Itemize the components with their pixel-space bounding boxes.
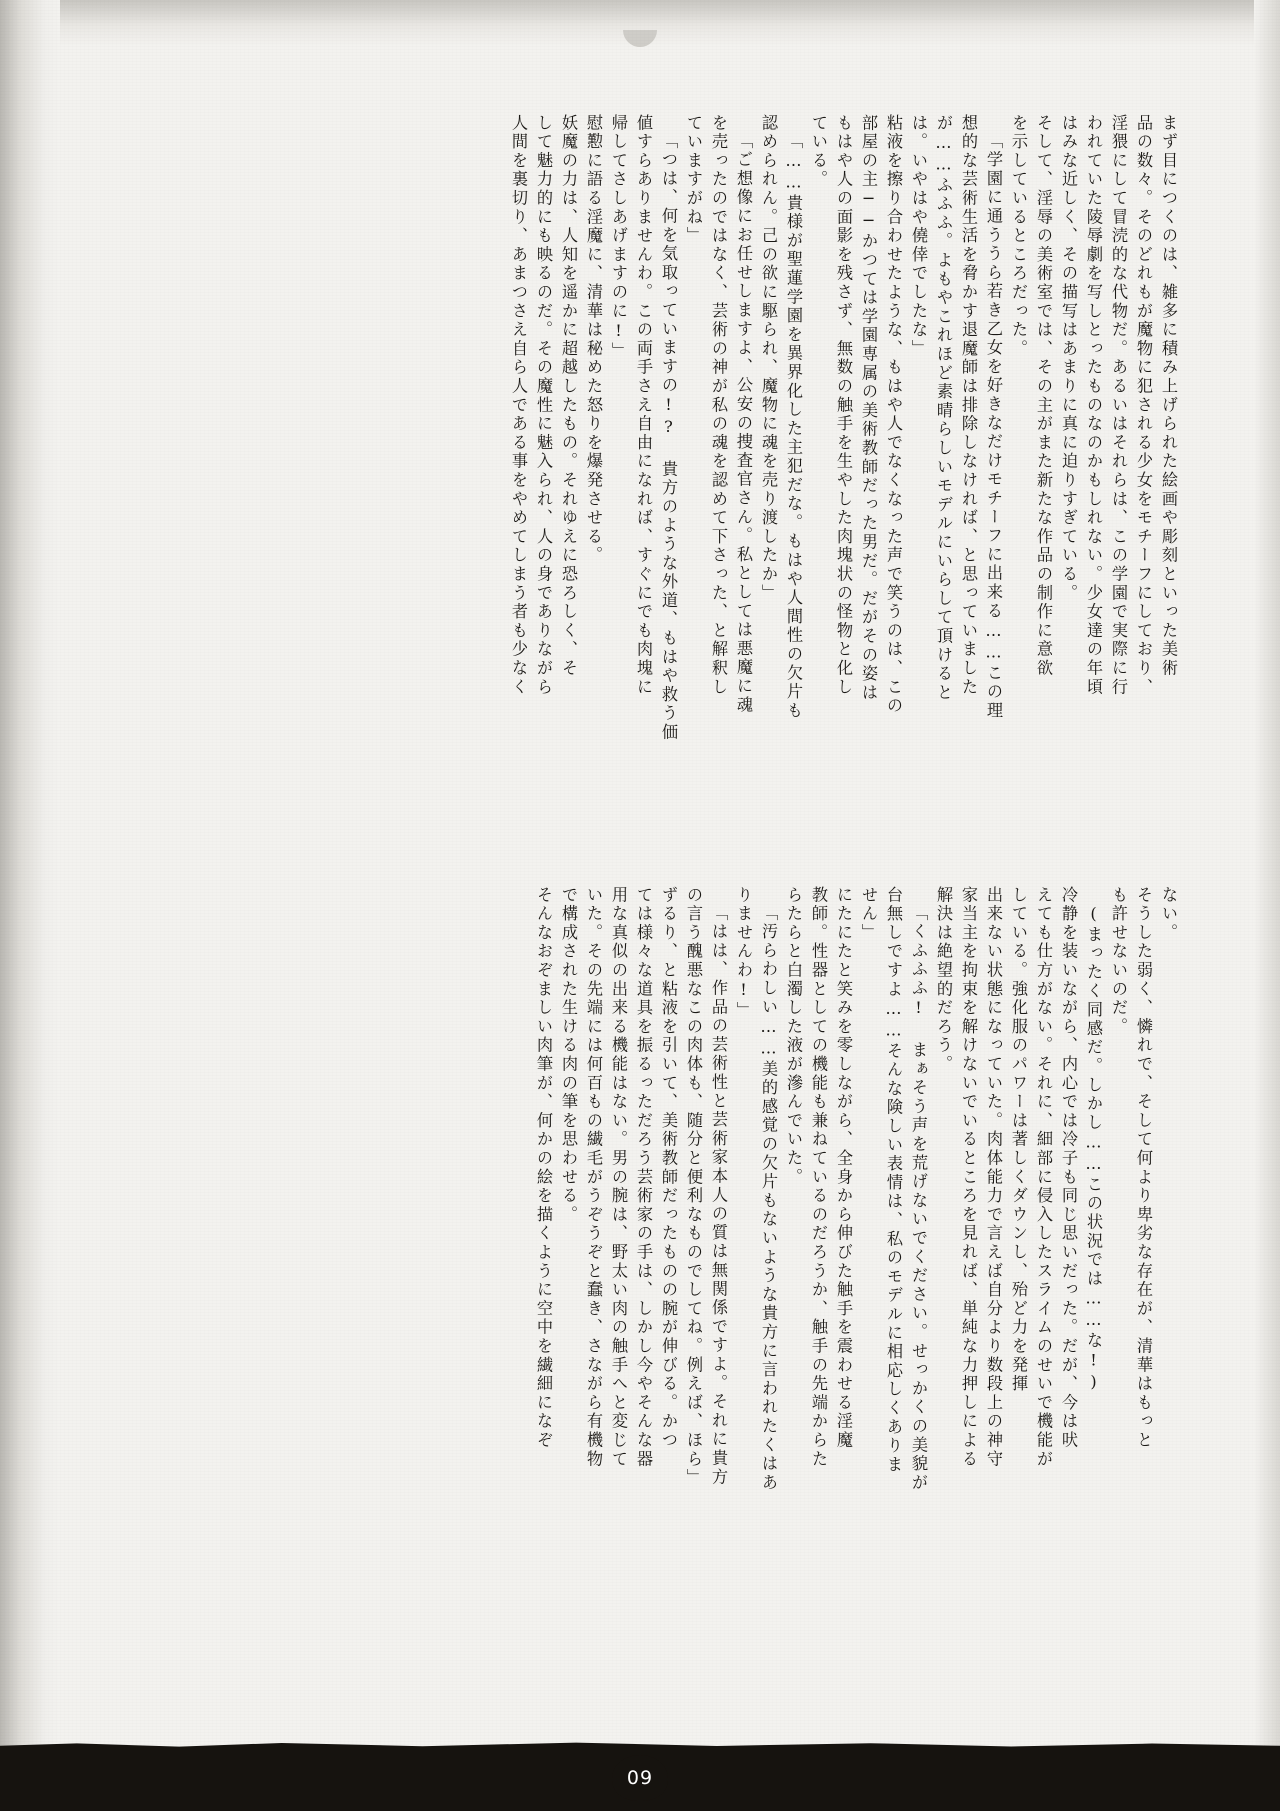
text-line: 「はは、作品の芸術性と芸術家本人の質は無関係ですよ。それに貴方 xyxy=(709,904,728,1487)
text-block-upper xyxy=(501,114,1176,804)
text-line: 値すらありませんわ。この両手さえ自由になれば、すぐにでも肉塊に xyxy=(634,114,653,697)
text-line: ずるり、と粘液を引いて、美術教師だったものの腕が伸びる。かつ xyxy=(659,886,678,1450)
text-line: われていた陵辱劇を写しとったものなのかもしれない。少女達の年頃 xyxy=(1084,114,1103,697)
page-right-edge xyxy=(1254,0,1280,1811)
text-line: まず目につくのは、雑多に積み上げられた絵画や彫刻といった美術 xyxy=(1159,114,1178,678)
body-text-region xyxy=(86,96,1176,1676)
text-line: 品の数々。そのどれもが魔物に犯される少女をモチーフにしており、 xyxy=(1134,114,1153,697)
text-line: 帰してさしあげますのに!」 xyxy=(609,114,628,362)
text-line: 慰懃に語る淫魔に、清華は秘めた怒りを爆発させる。 xyxy=(584,114,603,566)
text-line: 淫猥にして冒涜的な代物だ。あるいはそれらは、この学園で実際に行 xyxy=(1109,114,1128,697)
text-line: りませんわ!」 xyxy=(734,886,753,1021)
text-line: 冷静を装いながら、内心では冷子も同じ思いだった。だが、今は吠 xyxy=(1059,886,1078,1450)
text-line: で構成された生ける肉の筆を思わせる。 xyxy=(559,886,578,1225)
text-line: 「くふふふ! まぁそう声を荒げないでください。せっかくの美貌が xyxy=(909,904,928,1493)
text-line: 妖魔の力は、人知を遥かに超越したもの。それゆえに恐ろしく、そ xyxy=(559,114,578,678)
text-line: ていますがね」 xyxy=(684,114,703,246)
text-line: 用な真似の出来る機能はない。男の腕は、野太い肉の触手へと変じて xyxy=(609,886,628,1469)
text-line: して魅力的にも映るのだ。その魔性に魅入られ、人の身でありながら xyxy=(534,114,553,697)
text-line: はみな近しく、その描写はあまりに真に迫りすぎている。 xyxy=(1059,114,1078,603)
text-line: 粘液を擦り合わせたような、もはや人でなくなった声で笑うのは、この xyxy=(884,114,903,716)
text-line: 「ご想像にお任せしますよ、公安の捜査官さん。私としては悪魔に魂 xyxy=(734,132,753,715)
text-line: にたにたと笑みを零しながら、全身から伸びた触手を震わせる淫魔 xyxy=(834,886,853,1450)
page-number: 09 xyxy=(612,1755,668,1801)
text-line: ている。 xyxy=(809,114,828,190)
text-line: そんなおぞましい肉筆が、何かの絵を描くように空中を繊細になぞ xyxy=(534,886,553,1450)
text-line: 「……貴様が聖蓮学園を異界化した主犯だな。もはや人間性の欠片も xyxy=(784,132,803,721)
text-line: 教師。性器としての機能も兼ねているのだろうか、触手の先端からた xyxy=(809,886,828,1469)
text-line: 台無しですよ……そんな険しい表情は、私のモデルに相応しくありま xyxy=(884,886,903,1475)
text-line: の言う醜悪なこの肉体も、随分と便利なものでしてね。例えば、ほら」 xyxy=(684,886,703,1488)
page-gutter-shadow xyxy=(0,0,60,1811)
text-line: 家当主を拘束を解けないでいるところを見れば、単純な力押しによる xyxy=(959,886,978,1469)
text-line: 想的な芸術生活を脅かす退魔師は排除しなければ、と思っていました xyxy=(959,114,978,697)
text-line: を売ったのではなく、芸術の神が私の魂を認めて下さった、と解釈し xyxy=(709,114,728,697)
text-line: いた。その先端には何百もの繊毛がうぞうぞと蠢き、さながら有機物 xyxy=(584,886,603,1469)
text-line: を示しているところだった。 xyxy=(1009,114,1028,359)
text-line: ては様々な道具を振るっただろう芸術家の手は、しかし今やそんな器 xyxy=(634,886,653,1469)
text-line: そうした弱く、憐れで、そして何より卑劣な存在が、清華はもっと xyxy=(1134,886,1153,1450)
text-line: えても仕方がない。それに、細部に侵入したスライムのせいで機能が xyxy=(1034,886,1053,1469)
text-line: 解決は絶望的だろう。 xyxy=(934,886,953,1074)
text-line: 「つは、何を気取っていますの!? 貴方のような外道、もはや救う価 xyxy=(659,132,678,742)
text-line: そして、淫辱の美術室では、その主がまた新たな作品の制作に意欲 xyxy=(1034,114,1053,678)
text-line: している。強化服のパワーは著しくダウンし、殆ど力を発揮 xyxy=(1009,886,1028,1394)
text-line: ない。 xyxy=(1159,886,1178,943)
text-line: 人間を裏切り、あまつさえ自ら人である事をやめてしまう者も少なく xyxy=(509,114,528,697)
text-line: 「学園に通ううら若き乙女を好きなだけモチーフに出来る……この理 xyxy=(984,132,1003,721)
text-line: らたらと白濁した液が滲んでいた。 xyxy=(784,886,803,1187)
text-line: 部屋の主──かつては学園専属の美術教師だった男だ。だがその姿は xyxy=(859,114,878,703)
text-line: 出来ない状態になっていた。肉体能力で言えば自分より数段上の神守 xyxy=(984,886,1003,1469)
text-line: は。いやはや僥倖でしたな」 xyxy=(909,114,928,359)
text-block-lower xyxy=(526,886,1176,1576)
text-line: も許せないのだ。 xyxy=(1109,886,1128,1037)
text-line: もはや人の面影を残さず、無数の触手を生やした肉塊状の怪物と化し xyxy=(834,114,853,697)
text-line: が……ふふふ。よもやこれほど素晴らしいモデルにいらして頂けると xyxy=(934,114,953,703)
text-line: 認められん。己の欲に駆られ、魔物に魂を売り渡したか」 xyxy=(759,114,778,603)
text-line: 「汚らわしい……美的感覚の欠片もないような貴方に言われたくはあ xyxy=(759,904,778,1493)
text-line: せん」 xyxy=(859,886,878,943)
text-line: (まったく同感だ。しかし……この状況では……な!) xyxy=(1084,904,1103,1394)
